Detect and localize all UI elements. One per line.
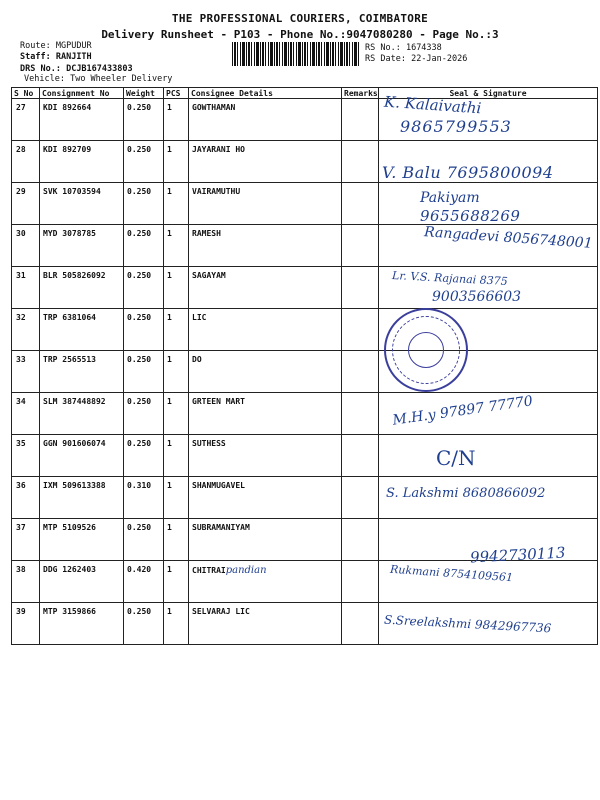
row-remarks [342, 603, 379, 645]
col-remarks-header: Remarks [342, 88, 379, 99]
row-pcs: 1 [164, 393, 189, 435]
row-consignee: SHANMUGAVEL [189, 477, 342, 519]
row-weight: 0.250 [124, 309, 164, 351]
table-row [12, 435, 598, 477]
staff-line [20, 52, 92, 63]
row-consignment: BLR 505826092 [40, 267, 124, 309]
row-sno: 33 [12, 351, 40, 393]
table-row [12, 309, 598, 351]
row-consignment: MYD 3078785 [40, 225, 124, 267]
row-weight: 0.250 [124, 351, 164, 393]
row-sno: 39 [12, 603, 40, 645]
signature-row-34: M.H.y 97897 77770 [391, 393, 534, 429]
row-weight: 0.250 [124, 603, 164, 645]
row-consignee-name: CHITRAI [192, 566, 226, 575]
row-weight: 0.250 [124, 225, 164, 267]
row-consignee: SAGAYAM [189, 267, 342, 309]
row-sno: 36 [12, 477, 40, 519]
vehicle-line [24, 74, 172, 85]
row-pcs: 1 [164, 225, 189, 267]
row-pcs: 1 [164, 267, 189, 309]
row-sno: 31 [12, 267, 40, 309]
signature-row-39: S.Sreelakshmi 9842967736 [383, 612, 552, 636]
rs-no-line [365, 43, 442, 54]
row-consignee: SUTHESS [189, 435, 342, 477]
row-sno: 27 [12, 99, 40, 141]
row-consignee: SELVARAJ LIC [189, 603, 342, 645]
row-pcs: 1 [164, 477, 189, 519]
row-consignee: GOWTHAMAN [189, 99, 342, 141]
row-pcs: 1 [164, 141, 189, 183]
rs-no-label: RS No.: [365, 43, 401, 53]
row-pcs: 1 [164, 603, 189, 645]
row-weight: 0.250 [124, 99, 164, 141]
row-sno: 37 [12, 519, 40, 561]
row-consignment: KDI 892709 [40, 141, 124, 183]
signature-row-31-phone: 9003566603 [432, 289, 522, 305]
row-sno: 38 [12, 561, 40, 603]
row-consignee [189, 561, 342, 603]
signature-row-29-name: Pakiyam [420, 190, 480, 206]
vehicle-value: Two Wheeler Delivery [70, 74, 173, 84]
row-remarks [342, 435, 379, 477]
row-consignment: DDG 1262403 [40, 561, 124, 603]
row-consignment: MTP 3159866 [40, 603, 124, 645]
row-consignee: SUBRAMANIYAM [189, 519, 342, 561]
route-value: MGPUDUR [55, 41, 92, 51]
col-consignment-header: Consignment No [40, 88, 124, 99]
row-weight: 0.250 [124, 183, 164, 225]
row-remarks [342, 477, 379, 519]
signature-row-30: Rangadevi 8056748001 [423, 224, 594, 252]
staff-value: RANJITH [55, 52, 92, 62]
signature-row-27-name: K. Kalaivathi [383, 92, 482, 118]
seal-center [408, 332, 444, 368]
vehicle-label: Vehicle: [24, 74, 65, 84]
row-weight: 0.250 [124, 435, 164, 477]
row-remarks [342, 393, 379, 435]
signature-row-27-phone: 9865799553 [400, 117, 512, 136]
runsheet-title: Delivery Runsheet - P103 - Phone No.:9047080280 - Page No.:3 [101, 28, 499, 41]
row-remarks [342, 309, 379, 351]
row-consignment: MTP 5109526 [40, 519, 124, 561]
row-consignee: VAIRAMUTHU [189, 183, 342, 225]
lic-seal-stamp [384, 308, 468, 392]
staff-label: Staff: [20, 52, 51, 62]
col-sno-header: S No [12, 88, 40, 99]
row-remarks [342, 267, 379, 309]
row-pcs: 1 [164, 351, 189, 393]
drs-value: DCJB167433803 [66, 64, 133, 74]
row-pcs: 1 [164, 183, 189, 225]
rs-no-value: 1674338 [405, 43, 442, 53]
signature-row-37: 9942730113 [469, 543, 566, 567]
table-header-row [12, 88, 598, 99]
row-consignment: TRP 2565513 [40, 351, 124, 393]
row-remarks [342, 519, 379, 561]
col-weight-header: Weight [124, 88, 164, 99]
row-sno: 30 [12, 225, 40, 267]
row-remarks [342, 225, 379, 267]
row-weight: 0.250 [124, 393, 164, 435]
row-sno: 32 [12, 309, 40, 351]
row-remarks [342, 99, 379, 141]
signature-row-31: Lr. V.S. Rajanai 8375 [391, 268, 508, 289]
row-sno: 34 [12, 393, 40, 435]
row-consignee: LIC [189, 309, 342, 351]
row-remarks [342, 183, 379, 225]
row-pcs: 1 [164, 561, 189, 603]
rs-date-line [365, 54, 467, 65]
row-consignee: JAYARANI HO [189, 141, 342, 183]
row-consignee: RAMESH [189, 225, 342, 267]
row-pcs: 1 [164, 309, 189, 351]
barcode [232, 42, 360, 66]
row-weight: 0.250 [124, 141, 164, 183]
col-pcs-header: PCS [164, 88, 189, 99]
rs-date-label: RS Date: [365, 54, 406, 64]
company-title: THE PROFESSIONAL COURIERS, COIMBATORE [171, 12, 429, 25]
row-weight: 0.420 [124, 561, 164, 603]
row-consignment: SVK 10703594 [40, 183, 124, 225]
signature-row-28: V. Balu 7695800094 [382, 163, 554, 182]
row-consignment: KDI 892664 [40, 99, 124, 141]
row-consignment: TRP 6381064 [40, 309, 124, 351]
row-remarks [342, 351, 379, 393]
row-weight: 0.310 [124, 477, 164, 519]
row-consignment: IXM 509613388 [40, 477, 124, 519]
signature-row-35: C/N [436, 446, 476, 470]
row-sno: 29 [12, 183, 40, 225]
signature-row-38: Rukmani 8754109561 [389, 562, 514, 585]
row-pcs: 1 [164, 435, 189, 477]
route-label: Route: [20, 41, 51, 51]
col-seal-signature-header: Seal & Signature [379, 88, 598, 99]
table-row [12, 351, 598, 393]
row-remarks [342, 561, 379, 603]
row-sno: 35 [12, 435, 40, 477]
row-sno: 28 [12, 141, 40, 183]
row-consignment: SLM 387448892 [40, 393, 124, 435]
row-consignee: DO [189, 351, 342, 393]
row-consignment: GGN 901606074 [40, 435, 124, 477]
handwritten-consignee-suffix: pandian [225, 565, 267, 576]
row-weight: 0.250 [124, 519, 164, 561]
row-pcs: 1 [164, 519, 189, 561]
row-pcs: 1 [164, 99, 189, 141]
col-consignee-header: Consignee Details [189, 88, 342, 99]
row-consignee: GRTEEN MART [189, 393, 342, 435]
route-line [20, 41, 92, 52]
row-remarks [342, 141, 379, 183]
signature-row-29-phone: 9655688269 [420, 207, 521, 225]
drs-label: DRS No.: [20, 64, 61, 74]
row-signature [379, 435, 598, 477]
row-weight: 0.250 [124, 267, 164, 309]
rs-date-value: 22-Jan-2026 [411, 54, 468, 64]
signature-row-36: S. Lakshmi 8680866092 [386, 486, 546, 501]
